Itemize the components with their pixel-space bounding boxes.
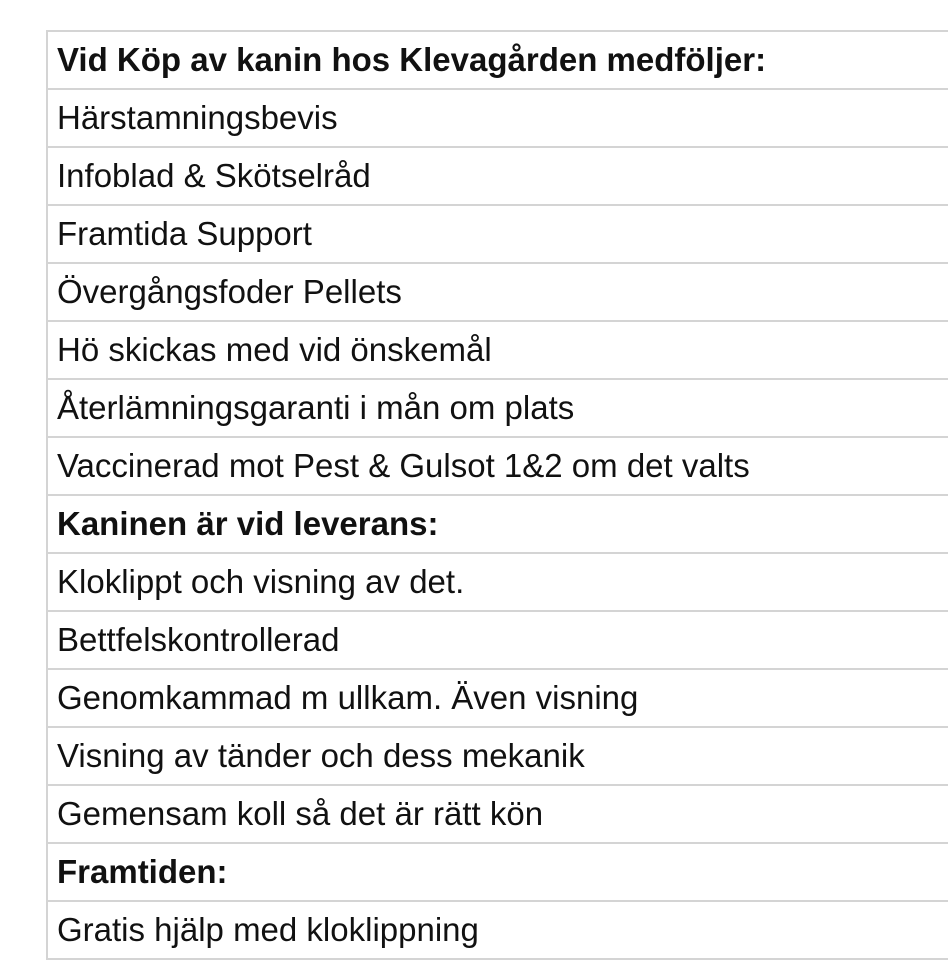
section-header-purchase: Vid Köp av kanin hos Klevagården medföljer:: [48, 32, 948, 90]
table-row: Infoblad & Skötselråd: [48, 148, 948, 206]
table-row: Framtida Support: [48, 206, 948, 264]
table-row: Genomkammad m ullkam. Även visning: [48, 670, 948, 728]
info-table: [46, 30, 948, 960]
table-row: Återlämningsgaranti i mån om plats: [48, 380, 948, 438]
table-row: Gemensam koll så det är rätt kön: [48, 786, 948, 844]
table-row: Gratis hjälp med kloklippning: [48, 902, 948, 960]
section-header-future: Framtiden:: [48, 844, 948, 902]
table-row: Visning av tänder och dess mekanik: [48, 728, 948, 786]
table-row: Härstamningsbevis: [48, 90, 948, 148]
table-row: Kloklippt och visning av det.: [48, 554, 948, 612]
table-row: Övergångsfoder Pellets: [48, 264, 948, 322]
section-header-delivery: Kaninen är vid leverans:: [48, 496, 948, 554]
table-row: Vaccinerad mot Pest & Gulsot 1&2 om det valts: [48, 438, 948, 496]
table-row: Hö skickas med vid önskemål: [48, 322, 948, 380]
table-row: Bettfelskontrollerad: [48, 612, 948, 670]
